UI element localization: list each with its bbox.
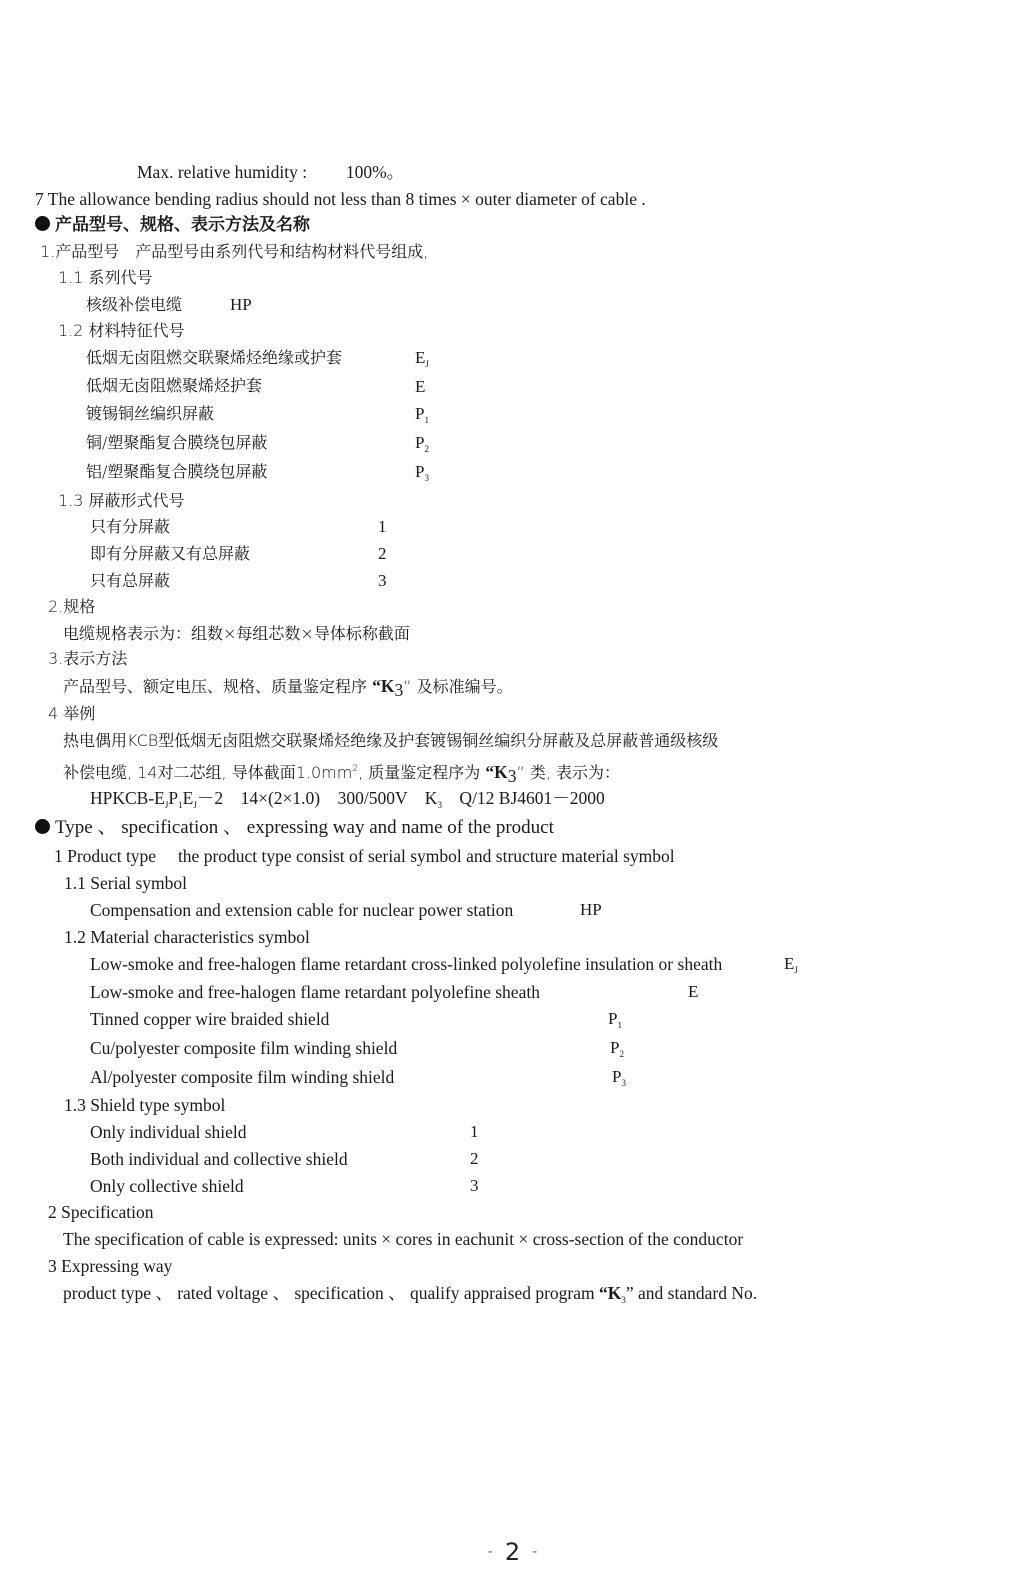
en-material-heading: 1.2 Material characteristics symbol [64, 927, 310, 947]
cn-shield-label: 只有分屏蔽 [90, 517, 171, 536]
en-section-heading [35, 818, 554, 838]
en-spec-text: The specification of cable is expressed: units × cores in eachunit × cross-section of the conductor [63, 1229, 744, 1249]
en-material-label: Cu/polyester composite film winding shield [90, 1038, 398, 1058]
en-material-code: $P_2$ [610, 1038, 624, 1059]
en-material-label: Tinned copper wire braided shield [90, 1009, 330, 1029]
cn-series-item-code: HP [230, 295, 252, 314]
en-expression-heading: 3 Expressing way [48, 1256, 173, 1276]
cn-example-heading: 4 举例 [48, 704, 96, 723]
cn-material-label: 低烟无卤阻燃交联聚烯烃绝缘或护套 [86, 348, 343, 367]
en-spec-heading: 2 Specification [48, 1202, 154, 1222]
humidity-value: 100%。 [345, 162, 405, 182]
cn-material-label: 铜/塑聚酯复合膜绕包屏蔽 [86, 433, 268, 452]
en-shield-label: Only individual shield [90, 1122, 247, 1142]
en-shield-label: Both individual and collective shield [90, 1149, 348, 1169]
en-material-code: $P_3$ [612, 1067, 626, 1088]
bending-radius-note: 7 The allowance bending radius should not less than 8 times × outer diameter of cable . [35, 189, 646, 209]
en-material-code: $P_1$ [608, 1009, 622, 1030]
cn-material-code: $P_3$ [415, 462, 429, 483]
en-material-label: Low-smoke and free-halogen flame retardant polyolefine sheath [90, 982, 540, 1002]
en-material-label: Low-smoke and free-halogen flame retardant cross-linked polyolefine insulation or sheath [90, 954, 723, 974]
cn-material-label: 低烟无卤阻燃聚烯烃护套 [86, 376, 263, 395]
en-material-label: Al/polyester composite film winding shield [90, 1067, 395, 1087]
cn-series-item-label: 核级补偿电缆 [86, 295, 183, 314]
en-material-code: E [688, 982, 699, 1001]
cn-expression-text: 产品型号、额定电压、规格、质量鉴定程序 “$K_3$” 及标准编号。 [63, 676, 513, 700]
cn-section-heading [35, 215, 310, 235]
en-expression-text: product type 、 rated voltage 、 specification 、 qualify appraised program “$K_3$” and standard No. [63, 1283, 758, 1305]
en-series-item-label: Compensation and extension cable for nuclear power station [90, 900, 514, 920]
cn-example-line2: 补偿电缆, 14对二芯组, 导体截面$1.0mm^2$, 质量鉴定程序为 “$K_3$” 类, 表示为： [63, 762, 621, 786]
cn-product-type: 1.产品型号 产品型号由系列代号和结构材料代号组成, [40, 242, 429, 261]
page-number [0, 1538, 1025, 1566]
en-shield-code: 3 [470, 1176, 479, 1195]
cn-material-code: $P_2$ [415, 433, 429, 454]
humidity-line [137, 162, 404, 182]
cn-example-line1: 热电偶用KCB型低烟无卤阻燃交联聚烯烃绝缘及护套镀锡铜丝编织分屏蔽及总屏蔽普通级核级 [63, 731, 719, 750]
cn-shield-code: 2 [378, 544, 387, 563]
en-product-type: 1 Product type the product type consist of serial symbol and structure material symbol [54, 846, 675, 866]
cn-material-code: $P_1$ [415, 404, 429, 425]
cn-spec-heading: 2.规格 [48, 597, 96, 616]
cn-shield-code: 3 [378, 571, 387, 590]
en-shield-code: 2 [470, 1149, 479, 1168]
page-dash-left: - [487, 1544, 493, 1560]
en-heading-text: Type 、 specification 、 expressing way and name of the product [55, 817, 554, 838]
page-number-value: 2 [504, 1538, 521, 1566]
en-series-item-code: HP [580, 900, 602, 919]
humidity-label: Max. relative humidity : [137, 162, 308, 182]
en-shield-heading: 1.3 Shield type symbol [64, 1095, 226, 1115]
cn-shield-code: 1 [378, 517, 387, 536]
cn-series-code-heading: 1.1 系列代号 [58, 268, 153, 287]
cn-heading-text: 产品型号、规格、表示方法及名称 [55, 215, 310, 235]
cn-material-code: E [415, 377, 426, 396]
bullet-icon [35, 819, 50, 834]
en-shield-code: 1 [470, 1122, 479, 1141]
en-shield-label: Only collective shield [90, 1176, 244, 1196]
cn-material-label: 铝/塑聚酯复合膜绕包屏蔽 [86, 462, 268, 481]
bullet-icon [35, 216, 50, 231]
cn-spec-text: 电缆规格表示为：组数×每组芯数×导体标称截面 [63, 624, 410, 643]
en-material-code: $E_J$ [784, 954, 798, 975]
cn-material-label: 镀锡铜丝编织屏蔽 [86, 404, 215, 423]
cn-material-code: $E_J$ [415, 348, 429, 369]
cn-shield-heading: 1.3 屏蔽形式代号 [58, 491, 185, 510]
cn-example-designation: HPKCB-$E_JP_1E_J-2$ 14×(2×1.0) 300/500V $K_3$ Q/12 BJ4601－2000 [90, 788, 605, 810]
page-dash-right: - [532, 1544, 538, 1560]
cn-shield-label: 只有总屏蔽 [90, 571, 171, 590]
en-serial-heading: 1.1 Serial symbol [64, 873, 187, 893]
cn-expression-heading: 3.表示方法 [48, 649, 128, 668]
cn-shield-label: 即有分屏蔽又有总屏蔽 [90, 544, 251, 563]
cn-material-heading: 1.2 材料特征代号 [58, 321, 185, 340]
